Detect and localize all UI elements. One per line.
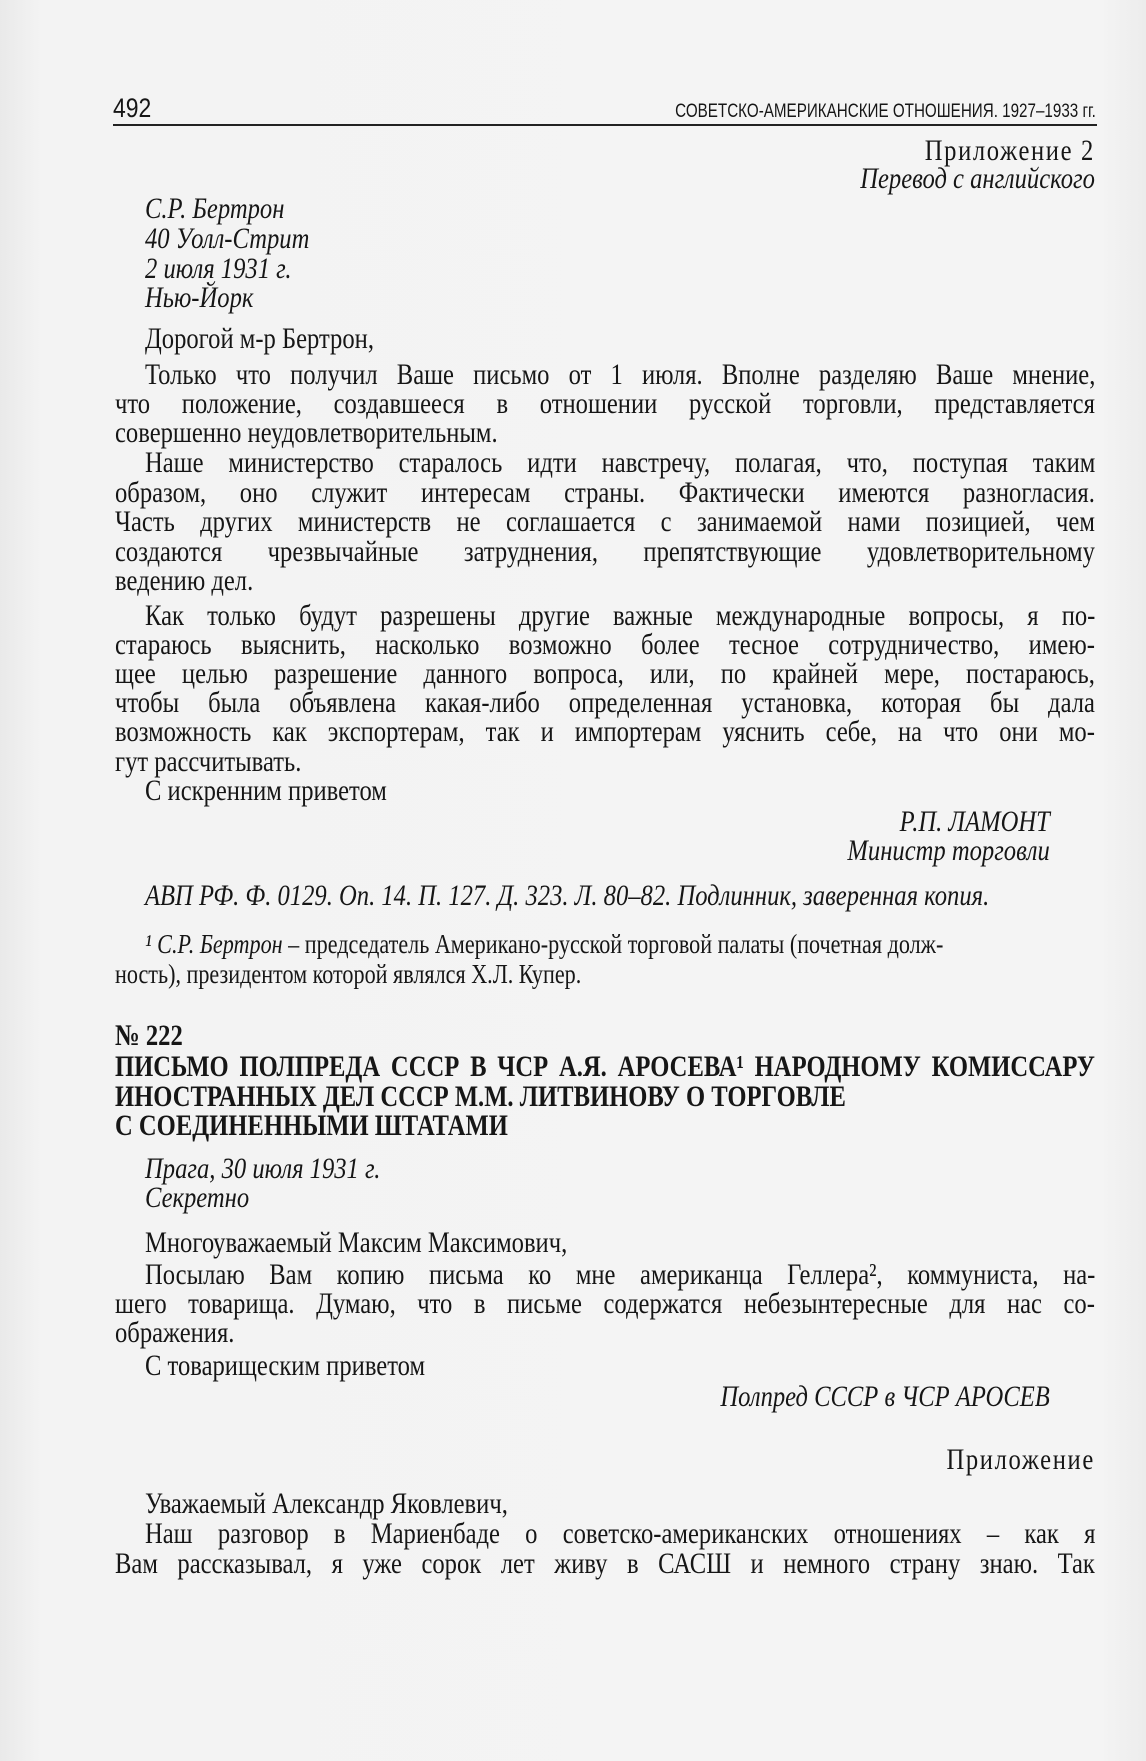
address-line: Нью-Йорк <box>145 281 254 314</box>
text-line: Только что получил Ваше письмо от 1 июля. Вполне разделяю Ваше мнение, <box>145 358 1096 391</box>
text-line: возможность как экспортерам, так и импортерам уяснить себе, на что они мо- <box>115 715 1095 748</box>
text-line: создаются чрезвычайные затруднения, препятствующие удовлетворительному <box>115 535 1095 568</box>
signature-title: Министр торговли <box>847 834 1050 867</box>
text-line: чтобы была объявлена какая-либо определенная установка, которая бы дала <box>115 686 1095 719</box>
text-line: шего товарища. Думаю, что в письме содержатся небезынтересные для нас со- <box>115 1287 1095 1320</box>
text-line: образом, оно служит интересам страны. Фактически имеются разногласия. <box>115 476 1095 509</box>
closing: С искренним приветом <box>145 774 387 807</box>
document-title-line: ПИСЬМО ПОЛПРЕДА СССР В ЧСР А.Я. АРОСЕВА¹ НАРОДНОМУ КОМИССАРУ <box>115 1050 1095 1083</box>
header-rule <box>113 124 1097 126</box>
classification: Секретно <box>145 1181 250 1214</box>
text-line: совершенно неудовлетворительным. <box>115 416 498 449</box>
document-title-line: ИНОСТРАННЫХ ДЕЛ СССР М.М. ЛИТВИНОВУ О ТОРГОВЛЕ <box>115 1080 846 1113</box>
appendix-label: Приложение <box>946 1443 1095 1476</box>
text-line: ведению дел. <box>115 564 254 597</box>
text-line: стараюсь выяснить, насколько возможно более тесное сотрудничество, имею- <box>115 628 1095 661</box>
text-line: Посылаю Вам копию письма ко мне американца Геллера², коммуниста, на- <box>145 1258 1096 1291</box>
text-line: Наш разговор в Мариенбаде о советско-американских отношениях – как я <box>145 1517 1096 1550</box>
page-number: 492 <box>113 93 152 123</box>
salutation: Уважаемый Александр Яковлевич, <box>145 1487 508 1520</box>
footnote-text: – председатель Американо-русской торговой палаты (почетная долж- <box>282 929 944 959</box>
text-line: ображения. <box>115 1316 235 1349</box>
address-line: 2 июля 1931 г. <box>145 252 292 285</box>
document-number: № 222 <box>115 1019 183 1052</box>
text-line: Как только будут разрешены другие важные международные вопросы, я по- <box>145 599 1096 632</box>
footnote-line <box>145 927 1095 961</box>
footnote-name: ¹ С.Р. Бертрон <box>145 929 283 959</box>
text-line: что положение, создавшееся в отношении русской торговли, представляется <box>115 387 1095 420</box>
address-line: 40 Уолл-Стрит <box>145 222 310 255</box>
document-title-line: С СОЕДИНЕННЫМИ ШТАТАМИ <box>115 1109 508 1142</box>
translation-note: Перевод с английского <box>860 162 1095 195</box>
running-title: СОВЕТСКО-АМЕРИКАНСКИЕ ОТНОШЕНИЯ. 1927–1933 гг. <box>675 101 1096 122</box>
signature: Полпред СССР в ЧСР АРОСЕВ <box>720 1380 1050 1413</box>
salutation: Дорогой м-р Бертрон, <box>145 322 374 355</box>
address-line: С.Р. Бертрон <box>145 192 285 225</box>
text-line: Часть других министерств не соглашается с занимаемой нами позицией, чем <box>115 505 1095 538</box>
text-line: Вам рассказывал, я уже сорок лет живу в САСШ и немного страну знаю. Так <box>115 1547 1095 1580</box>
place-date: Прага, 30 июля 1931 г. <box>145 1152 381 1185</box>
appendix-label: Приложение 2 <box>924 134 1095 167</box>
salutation: Многоуважаемый Максим Максимович, <box>145 1226 568 1259</box>
text-line: гут рассчитывать. <box>115 745 302 778</box>
footnote-line: ность), президентом которой являлся Х.Л. Купер. <box>115 959 582 989</box>
archive-reference: АВП РФ. Ф. 0129. Оп. 14. П. 127. Д. 323. Л. 80–82. Подлинник, заверенная копия. <box>145 879 990 912</box>
closing: С товарищеским приветом <box>145 1349 426 1382</box>
text-line: щее целью разрешение данного вопроса, или, по крайней мере, постараюсь, <box>115 657 1095 690</box>
text-line: Наше министерство старалось идти навстречу, полагая, что, поступая таким <box>145 446 1096 479</box>
signature: Р.П. ЛАМОНТ <box>899 805 1050 838</box>
